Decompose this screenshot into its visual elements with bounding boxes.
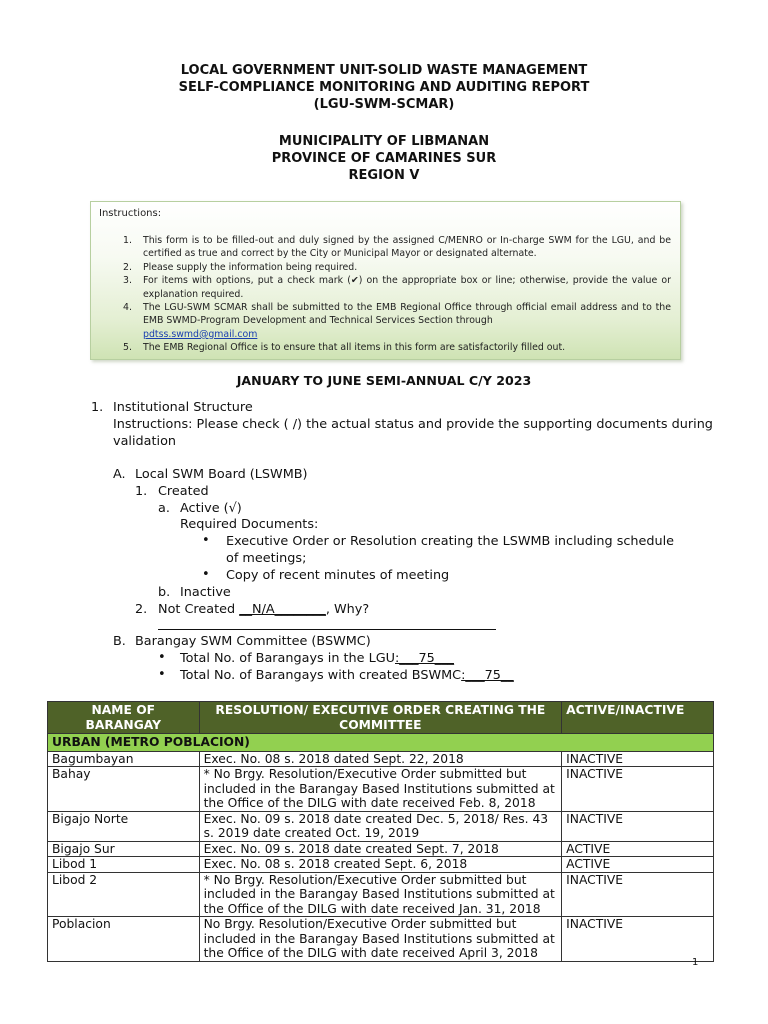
instruction-item	[99, 234, 671, 261]
bullet-icon: •	[158, 650, 166, 665]
location-line: MUNICIPALITY OF LIBMANAN	[278, 134, 490, 149]
instructions-box	[90, 201, 681, 360]
barangay-name: Poblacion	[48, 917, 200, 962]
instruction-text: For items with options, put a check mark (✔) on the appropriate box or line; otherwise, provide the value or explanation required.	[143, 275, 671, 300]
instruction-item	[99, 274, 671, 301]
column-header: RESOLUTION/ EXECUTIVE ORDER CREATING THE COMMITTEE	[199, 702, 562, 734]
resolution-cell: * No Brgy. Resolution/Executive Order submitted but included in the Barangay Based Institutions submitted at the Office of the DILG with date received Jan. 31, 2018	[199, 872, 562, 917]
created-bswmc	[180, 667, 514, 684]
created-bswmc-value: :___75__	[461, 668, 514, 683]
instruction-item	[99, 261, 671, 274]
section-title: Institutional Structure	[113, 400, 253, 415]
item-number: 2.	[135, 602, 148, 617]
instruction-text: Please supply the information being required.	[143, 261, 358, 273]
instruction-text: The LGU-SWM SCMAR shall be submitted to the EMB Regional Office through official email address and to the EMB SWMD-Program Development and Technical Services Section through	[143, 302, 671, 327]
not-created-label: Not Created	[158, 602, 236, 617]
required-doc-item: Executive Order or Resolution creating the LSWMB including schedule of meetings;	[226, 534, 675, 566]
total-barangays-label: Total No. of Barangays in the LGU	[180, 651, 395, 666]
subsection-title: Barangay SWM Committee (BSWMC)	[135, 634, 371, 649]
table-row	[48, 811, 714, 841]
instructions-heading: Instructions:	[99, 208, 162, 219]
status-cell: INACTIVE	[562, 872, 714, 917]
answer-blank-line	[158, 629, 496, 630]
report-title	[0, 62, 768, 113]
total-barangays	[180, 650, 454, 667]
title-line: LOCAL GOVERNMENT UNIT-SOLID WASTE MANAGEMENT	[180, 63, 588, 78]
table-row	[48, 751, 714, 767]
total-barangays-value: :___75___	[395, 651, 454, 666]
resolution-cell: * No Brgy. Resolution/Executive Order submitted but included in the Barangay Based Institutions submitted at the Office of the DILG with date received Feb. 8, 2018	[199, 767, 562, 812]
required-docs-label: Required Documents:	[180, 517, 319, 532]
column-header: ACTIVE/INACTIVE	[562, 702, 714, 734]
status-cell: ACTIVE	[562, 857, 714, 873]
not-created-line	[158, 601, 369, 618]
instruction-text: This form is to be filled-out and duly signed by the assigned C/MENRO or In-charge SWM for the LGU, and be certified as true and correct by the City or Municipal Mayor or designated alternate.	[143, 235, 671, 260]
instruction-number: 1.	[123, 235, 132, 246]
resolution-cell: Exec. No. 08 s. 2018 created Sept. 6, 2018	[199, 857, 562, 873]
created-label: Created	[158, 484, 209, 499]
subsection-label: B.	[113, 634, 126, 649]
instruction-text: The EMB Regional Office is to ensure that all items in this form are satisfactorily filled out.	[143, 342, 566, 354]
why-label: , Why?	[325, 602, 370, 617]
resolution-cell: Exec. No. 09 s. 2018 date created Sept. 7, 2018	[199, 841, 562, 857]
table-group-row	[48, 734, 714, 752]
barangay-name: Libod 2	[48, 872, 200, 917]
inactive-option: Inactive	[180, 585, 231, 600]
status-cell: INACTIVE	[562, 751, 714, 767]
barangay-table	[47, 701, 714, 962]
page-number: 1	[692, 957, 699, 968]
instruction-item	[99, 301, 671, 341]
resolution-cell: No Brgy. Resolution/Executive Order submitted but included in the Barangay Based Institutions submitted at the Office of the DILG with date received April 3, 2018	[199, 917, 562, 962]
required-doc-item: Copy of recent minutes of meeting	[226, 568, 450, 583]
subsection-label: A.	[113, 467, 126, 482]
status-cell: INACTIVE	[562, 917, 714, 962]
location-heading	[0, 133, 768, 184]
status-cell: ACTIVE	[562, 841, 714, 857]
group-label: URBAN (METRO POBLACION)	[48, 734, 714, 752]
status-cell: INACTIVE	[562, 767, 714, 812]
item-number: 1.	[135, 484, 148, 499]
location-line: REGION V	[348, 168, 420, 183]
email-link[interactable]: pdtss.swmd@gmail.com	[143, 328, 258, 340]
created-bswmc-label: Total No. of Barangays with created BSWMC	[180, 668, 462, 683]
column-header: NAME OF BARANGAY	[48, 702, 200, 734]
instruction-number: 2.	[123, 261, 132, 273]
table-header-row	[48, 702, 714, 734]
section-instructions: Instructions: Please check ( /) the actual status and provide the supporting documents during validation	[113, 417, 713, 449]
section-number: 1.	[91, 400, 104, 415]
barangay-name: Bahay	[48, 767, 200, 812]
table-row	[48, 857, 714, 873]
table-row	[48, 872, 714, 917]
barangay-name: Bigajo Norte	[48, 811, 200, 841]
report-period: JANUARY TO JUNE SEMI-ANNUAL C/Y 2023	[236, 373, 532, 388]
instruction-number: 5.	[123, 342, 132, 354]
resolution-cell: Exec. No. 09 s. 2018 date created Dec. 5, 2018/ Res. 43 s. 2019 date created Oct. 19, 2019	[199, 811, 562, 841]
barangay-name: Bagumbayan	[48, 751, 200, 767]
instruction-item	[99, 341, 671, 354]
title-line: SELF-COMPLIANCE MONITORING AND AUDITING REPORT	[178, 80, 590, 95]
option-letter: b.	[158, 585, 171, 600]
bullet-icon: •	[202, 567, 210, 582]
resolution-cell: Exec. No. 08 s. 2018 dated Sept. 22, 2018	[199, 751, 562, 767]
bullet-icon: •	[202, 533, 210, 548]
not-created-value: __N/A________	[239, 602, 326, 617]
instruction-number: 3.	[123, 275, 132, 287]
barangay-name: Libod 1	[48, 857, 200, 873]
table-row	[48, 917, 714, 962]
subsection-title: Local SWM Board (LSWMB)	[135, 467, 308, 482]
bullet-icon: •	[158, 667, 166, 682]
table-row	[48, 767, 714, 812]
location-line: PROVINCE OF CAMARINES SUR	[271, 151, 497, 166]
active-option: Active (√)	[180, 501, 242, 516]
table-row	[48, 841, 714, 857]
instruction-number: 4.	[123, 302, 132, 314]
status-cell: INACTIVE	[562, 811, 714, 841]
barangay-name: Bigajo Sur	[48, 841, 200, 857]
title-line: (LGU-SWM-SCMAR)	[313, 97, 455, 112]
option-letter: a.	[158, 501, 170, 516]
instructions-list	[99, 234, 671, 355]
